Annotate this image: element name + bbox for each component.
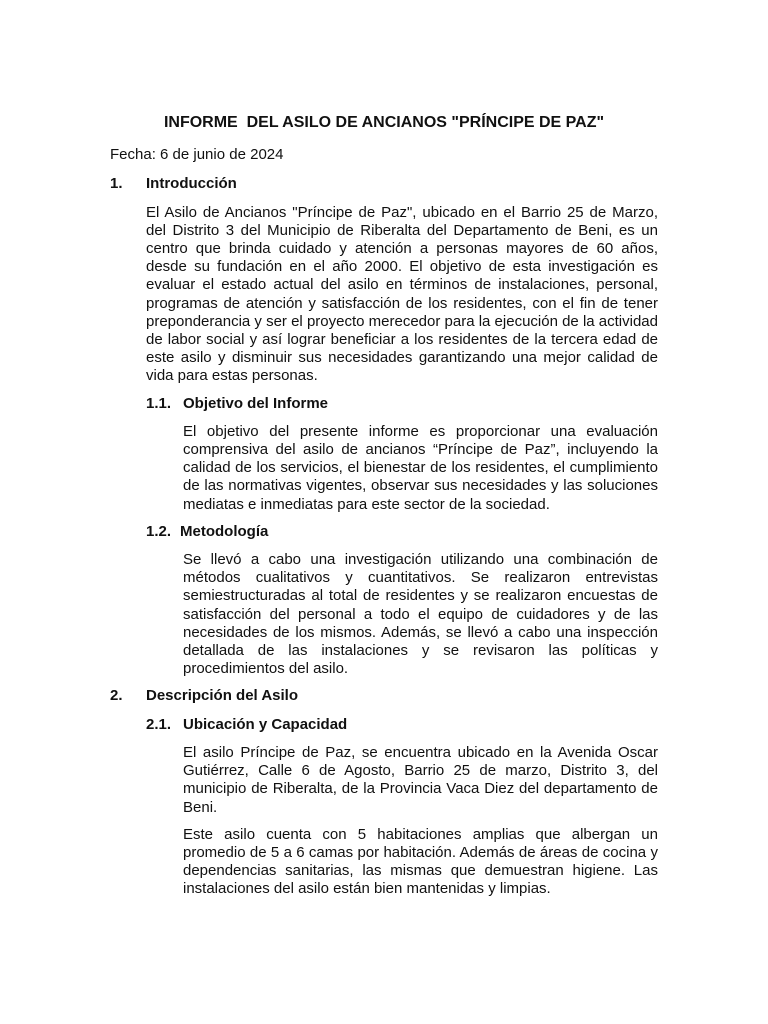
- metodologia-paragraph: Se llevó a cabo una investigación utilizando una combinación de métodos cualitativos y cuantitativos. Se realizaron entrevistas semiestructuradas al total de residentes y se realizaron encuestas de satisfacción del personal a todo el equipo de cuidadores y de las necesidades de los mismos. Además, se llevó a cabo una inspección detallada de las instalaciones y se revisaron las políticas y procedimientos del asilo.: [183, 551, 658, 678]
- objetivo-paragraph: El objetivo del presente informe es proporcionar una evaluación comprensiva del asilo de ancianos “Príncipe de Paz”, incluyendo la calidad de los servicios, el bienestar de los residentes, el cumplimiento de las normativas vigentes, observar sus necesidades y las soluciones mediatas e inmediatas para este sector de la sociedad.: [183, 422, 658, 513]
- subsection-title: Metodología: [180, 522, 269, 540]
- section-heading-descripcion: [110, 687, 658, 705]
- subsection-number: 1.1.: [146, 394, 172, 412]
- section-heading-introduccion: [110, 175, 658, 193]
- subsection-number: 1.2.: [146, 522, 172, 540]
- section-title: Descripción del Asilo: [146, 687, 298, 705]
- subsection-title: Ubicación y Capacidad: [183, 715, 348, 733]
- capacidad-paragraph: Este asilo cuenta con 5 habitaciones amplias que albergan un promedio de 5 a 6 camas por habitación. Además de áreas de cocina y dependencias sanitarias, las mismas que demuestran higiene. Las instalaciones del asilo están bien mantenidas y limpias.: [183, 825, 658, 898]
- ubicacion-paragraph: El asilo Príncipe de Paz, se encuentra ubicado en la Avenida Oscar Gutiérrez, Calle 6 de Agosto, Barrio 25 de marzo, Distrito 3, del municipio de Riberalta, de la Provincia Vaca Diez del departamento de Beni.: [183, 743, 658, 816]
- section-number: 1.: [110, 175, 123, 193]
- subsection-heading-ubicacion: [146, 716, 658, 734]
- document-title: INFORME DEL ASILO DE ANCIANOS "PRÍNCIPE DE PAZ": [163, 114, 605, 131]
- subsection-title: Objetivo del Informe: [183, 394, 329, 412]
- document-date: Fecha: 6 de junio de 2024: [110, 146, 284, 164]
- subsection-number: 2.1.: [146, 715, 172, 733]
- subsection-heading-metodologia: [146, 523, 658, 541]
- section-title: Introducción: [146, 175, 237, 193]
- introduccion-paragraph: El Asilo de Ancianos "Príncipe de Paz", ubicado en el Barrio 25 de Marzo, del Distrito 3 del Municipio de Riberalta del Departamento de Beni, es un centro que brinda cuidado y atención a personas mayores de 60 años, desde su fundación en el año 2000. El objetivo de esta investigación es evaluar el estado actual del asilo en términos de instalaciones, personal, programas de atención y satisfacción de los residentes, con el fin de tener preponderancia y ser el proyecto merecedor para la ejecución de la actividad de labor social y así lograr beneficiar a los residentes de la tercera edad de este asilo y disminuir sus necesidades garantizando una mejor calidad de vida para estas personas.: [146, 203, 658, 385]
- section-number: 2.: [110, 687, 123, 705]
- subsection-heading-objetivo: [146, 395, 658, 413]
